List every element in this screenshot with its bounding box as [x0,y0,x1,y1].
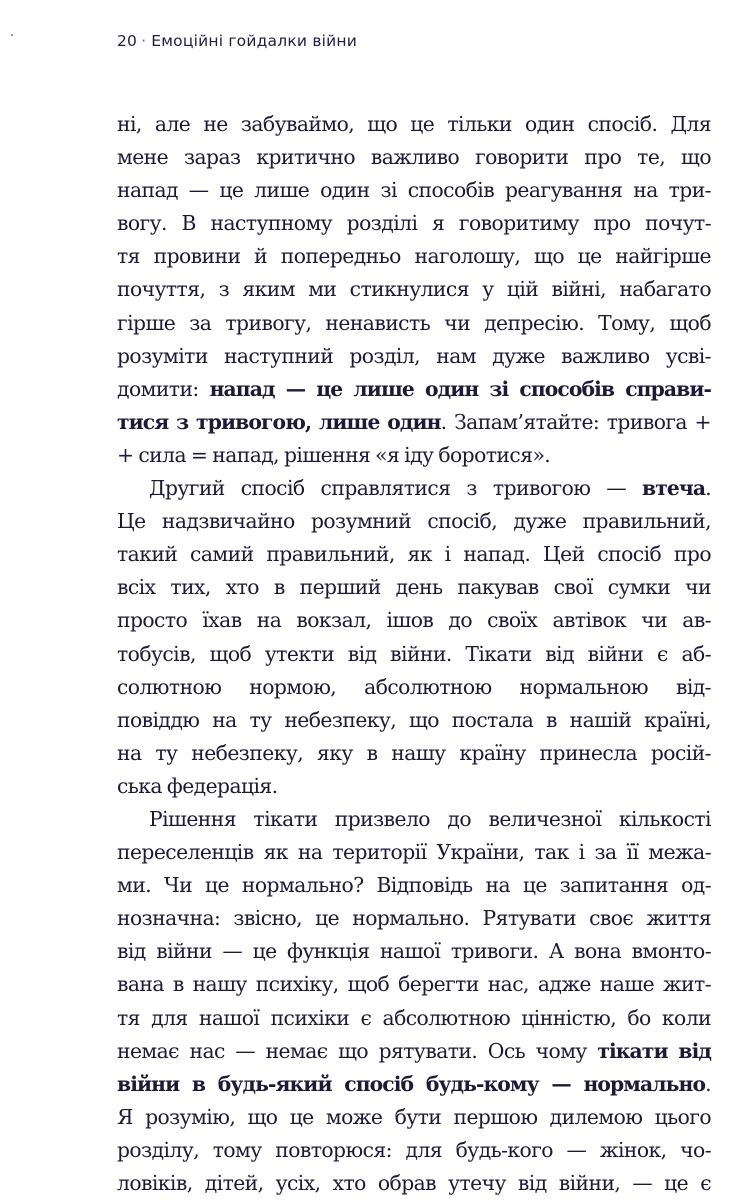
text-line: солютною нормою, абсолютною нормальною від- [117,674,711,699]
paragraph [117,472,711,803]
text-line: напад — це лише один зі способів реагування на три- [117,178,711,203]
page-number: 20 [117,32,138,50]
bold-emphasis: війни в будь-який спосіб будь-кому — нормально [117,1071,706,1096]
text-line: ні, але не забуваймо, що це тільки один спосіб. Для [117,112,711,136]
text-line: Я розумію, що це може бути першою дилемою цього [117,1104,711,1129]
scan-speck [11,34,13,36]
text-line: Рішення тікати призвело до величезної кількості [149,806,711,831]
text-line: всіх тих, хто в перший день пакував свої сумки чи [117,575,711,600]
line-text: немає нас — немає що рятувати. Ось чому [117,1038,598,1063]
text-line: ська федерація. [117,773,278,798]
text-line: просто їхав на вокзал, ішов до своїх автівок чи ав- [117,608,711,633]
line-text: . [705,1071,711,1096]
text-line: повіддю на ту небезпеку, що постала в нашій країні, [117,707,711,732]
line-text: домити: [117,376,210,401]
running-head [117,32,357,50]
text-line: ми. Чи це нормально? Відповідь на це запитання од- [117,873,711,898]
text-line: вана в нашу психіку, щоб берегти нас, адже наше жит- [117,972,711,997]
text-line: гірше за тривогу, ненависть чи депресію. Тому, щоб [117,310,711,335]
line-text: . [705,476,711,501]
text-line: переселенців як на території України, так і за її межа- [117,840,711,865]
running-head-separator: · [141,32,147,50]
text-line: Це надзвичайно розумний спосіб, дуже правильний, [117,509,711,534]
text-line [117,373,711,406]
bold-emphasis: втеча [642,476,706,501]
text-line: розуміти наступний розділ, нам дуже важливо усві- [117,343,711,368]
text-line: тобусів, щоб утекти від війни. Тікати від війни є аб- [117,641,711,666]
text-line [117,406,711,439]
text-line [117,1068,711,1101]
text-line: розділу, тому повторюся: для будь-кого — жінок, чо- [117,1137,711,1162]
line-text: Другий спосіб справлятися з тривогою — [149,476,643,501]
running-head-title: Емоційні гойдалки війни [151,32,358,50]
text-line: вогу. В наступному розділі я говоритиму про почут- [117,211,711,236]
text-line: нозначна: звісно, це нормально. Рятувати своє життя [117,906,711,931]
text-line: від війни — це функція нашої тривоги. А вона вмонто- [117,939,711,964]
paragraph [117,803,711,1200]
paragraph [117,108,711,472]
bold-emphasis: напад — це лише один зі способів справи- [209,376,711,401]
text-line [117,472,711,505]
text-line: тя провини й попередньо наголошу, що це найгірше [117,244,711,269]
line-text: . Запам’ятайте: тривога + [440,409,711,434]
text-line: почуття, з яким ми стикнулися у цій війні, набагато [117,277,711,302]
text-line: + сила = напад, рішення «я іду боротися». [117,442,551,467]
text-line: ловіків, дітей, усіх, хто обрав утечу від війни, — це є [117,1171,711,1195]
bold-emphasis: тікати від [597,1038,711,1063]
text-line [117,1035,711,1068]
text-line: такий самий правильний, як і напад. Цей спосіб про [117,542,711,567]
text-line: мене зараз критично важливо говорити про те, що [117,145,711,170]
body-text [117,108,711,1200]
text-line: тя для нашої психіки є абсолютною цінністю, бо коли [117,1005,711,1030]
text-line: на ту небезпеку, яку в нашу країну принесла росій- [117,740,711,765]
bold-emphasis: тися з тривогою, лише один [117,409,441,434]
